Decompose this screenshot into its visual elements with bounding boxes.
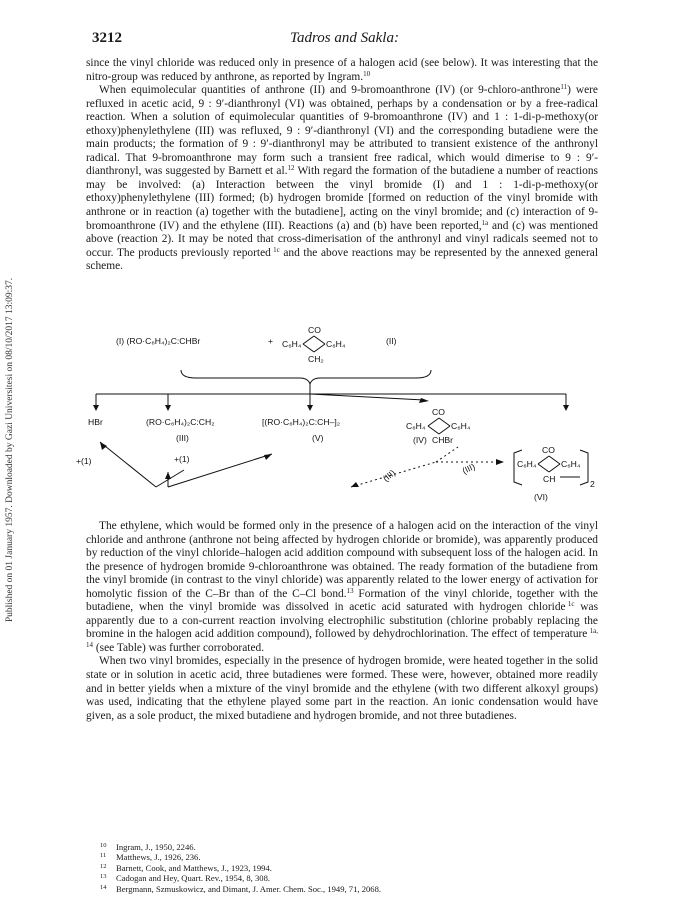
dianthronyl-c6h4-right: C₆H₄ xyxy=(561,459,581,469)
butadiene-label: (V) xyxy=(312,433,324,443)
dianthronyl-subscript: 2 xyxy=(590,479,595,489)
dashed-label-a: (III) xyxy=(380,467,398,484)
citation: 1c xyxy=(273,245,280,254)
page-number: 3212 xyxy=(92,30,122,46)
download-watermark-text: Published on 01 January 1957. Downloaded by Gazi Universitesi on 08/10/2017 13:09:37. xyxy=(5,277,15,623)
ethylene-formula: (RO·C₆H₄)₂C:CH₂ xyxy=(146,417,215,427)
citation: 10 xyxy=(363,69,371,78)
dianthronyl-c6h4-left: C₆H₄ xyxy=(517,459,537,469)
bromoanthrone-c6h4-left: C₆H₄ xyxy=(406,421,426,431)
plus-sign: + xyxy=(268,336,274,346)
anthrone-c6h4-left: C₆H₄ xyxy=(282,339,302,349)
anthrone-label: (II) xyxy=(386,336,397,346)
citation: 1a, 14 xyxy=(86,627,598,649)
butadiene-formula: [(RO·C₆H₄)₂C:CH–]₂ xyxy=(262,417,341,427)
reference-item: 11 Matthews, J., 1926, 236. xyxy=(100,852,201,863)
plus-one-left: +(1) xyxy=(76,456,92,466)
citation: 12 xyxy=(287,164,295,173)
paragraph-1: since the vinyl chloride was reduced only in presence of a halogen acid (see below). It was interesting that the nitro-group was reduced by anthrone, as reported by Ingram.$^{10}$ xyxy=(86,57,598,83)
page-header xyxy=(92,30,597,52)
reference-item: 12 Barnett, Cook, and Matthews, J., 1923, 1994. xyxy=(100,862,272,873)
reference-item: 10 Ingram, J., 1950, 2246. xyxy=(100,842,196,852)
dashed-label-b: (III) xyxy=(460,461,477,476)
anthrone-c6h4-right: C₆H₄ xyxy=(326,339,346,349)
footnote-references xyxy=(100,842,580,894)
body-text-top xyxy=(86,57,598,274)
bromoanthrone-chbr: CHBr xyxy=(432,435,454,445)
paragraph-2: When equimolecular quantities of anthrone (II) and 9-bromoanthrone (IV) (or 9-chloro-anthrone$^{11}$) were refluxed in acetic acid, 9 : 9′-dianthronyl (VI) was obtained, perhaps by a condensation or by a free-radical reaction. When a solution of equimolecular quantities of 9-bromoanthrone (IV) and 1 : 1-di-p-methoxy(or ethoxy)phenylethylene (III) was refluxed, 9 : 9′-dianthronyl (VI) and the corresponding butadiene were the main products; the formation of 9 : 9′-dianthronyl may be attributed to transient existence of the anthronyl radical. That 9-bromoanthrone may form such a transient free radical, which would dimerise to 9 : 9′-dianthronyl, was suggested by Barnett et al.$^{12}$ With regard the formation of the butadiene a number of reactions may be involved: (a) Interaction between the vinyl bromide (I) and 1 : 1-di-p-methoxy(or ethoxy)phenylethylene (III) formed; (b) hydrogen bromide [formed on reduction of the vinyl bromide with anthrone or in reaction (a) together with the butadiene], acting on the vinyl bromide; and (c) interaction of 9-bromoanthrone (IV) and the ethylene (III). Reactions (a) and (b) have been reported,$^{1a}$ and (c) was mentioned above (reaction 2). It may be noted that cross-dimerisation of the anthronyl and vinyl radicals seemed not to occur. The products previously reported $^{1c}$ and the above reactions may be represented by the annexed general scheme. xyxy=(86,83,599,273)
citation: 13 xyxy=(346,586,354,595)
reaction-scheme xyxy=(76,322,598,512)
paragraph-4: When two vinyl bromides, especially in the presence of hydrogen bromide, were heated together in the solid state or in solution in acetic acid, three butadienes were formed. These were, however, obtained more readily and in better yields when a mixture of the vinyl bromide and the ethylene (with two different alkoxyl groups) was used, indicating that the ethylene played some part in the reaction. An ionic condensation would have given, as a sole product, the mixed butadiene and hydrogen bromide, and not three butadienes. xyxy=(86,655,598,722)
citation: 11 xyxy=(560,83,568,92)
download-watermark xyxy=(4,150,16,750)
bromoanthrone-c6h4-right: C₆H₄ xyxy=(451,421,471,431)
dianthronyl-label: (VI) xyxy=(534,492,548,502)
vinyl-bromide-formula: (I) (RO·C₆H₄)₂C:CHBr xyxy=(116,336,201,346)
anthrone-co: CO xyxy=(308,325,321,335)
body-text-bottom xyxy=(86,520,598,723)
paragraph-3: The ethylene, which would be formed only in the presence of a halogen acid on the interaction of the vinyl chloride and anthrone (anthrone not being affected by hydrogen chloride or bromide), was apparently produced by reduction of the vinyl chloride–halogen acid addition compound with subsequent loss of the halogen acid. In the presence of hydrogen bromide 9-chloroanthrone was obtained. The ready formation of the butadiene from the vinyl bromide (in contrast to the vinyl chloride) was apparently related to the lower energy of activation for homolytic fission of the C–Br than of the C–Cl bond.$^{13}$ Formation of the vinyl chloride, together with the butadiene, when the vinyl bromide was dissolved in acetic acid saturated with hydrogen chloride $^{1c}$ was apparently due to a con-current reaction involving electrophilic substitution (chlorine probably replacing the bromine in the halogen acid addition compound), followed by dehydrochlorination. The effect of temperature $^{1a, 14}$ (see Table) was further corroborated. xyxy=(86,520,599,654)
bromoanthrone-co: CO xyxy=(432,407,445,417)
citation: 1a xyxy=(481,218,489,227)
plus-one-right: +(1) xyxy=(174,454,190,464)
dianthronyl-co: CO xyxy=(542,445,555,455)
running-title: Tadros and Sakla: xyxy=(290,30,399,46)
hydrogen-bromide: HBr xyxy=(88,417,103,427)
anthrone-ch2: CH₂ xyxy=(308,354,324,364)
reference-item: 14 Bergmann, Szmuskowicz, and Dimant, J. Amer. Chem. Soc., 1949, 71, 2068. xyxy=(100,883,382,894)
ethylene-label: (III) xyxy=(176,433,189,443)
reference-item: 13 Cadogan and Hey, Quart. Rev., 1954, 8, 308. xyxy=(100,873,271,884)
citation: 1c xyxy=(567,600,575,609)
dianthronyl-ch: CH xyxy=(543,474,556,484)
bromoanthrone-label: (IV) xyxy=(413,435,427,445)
